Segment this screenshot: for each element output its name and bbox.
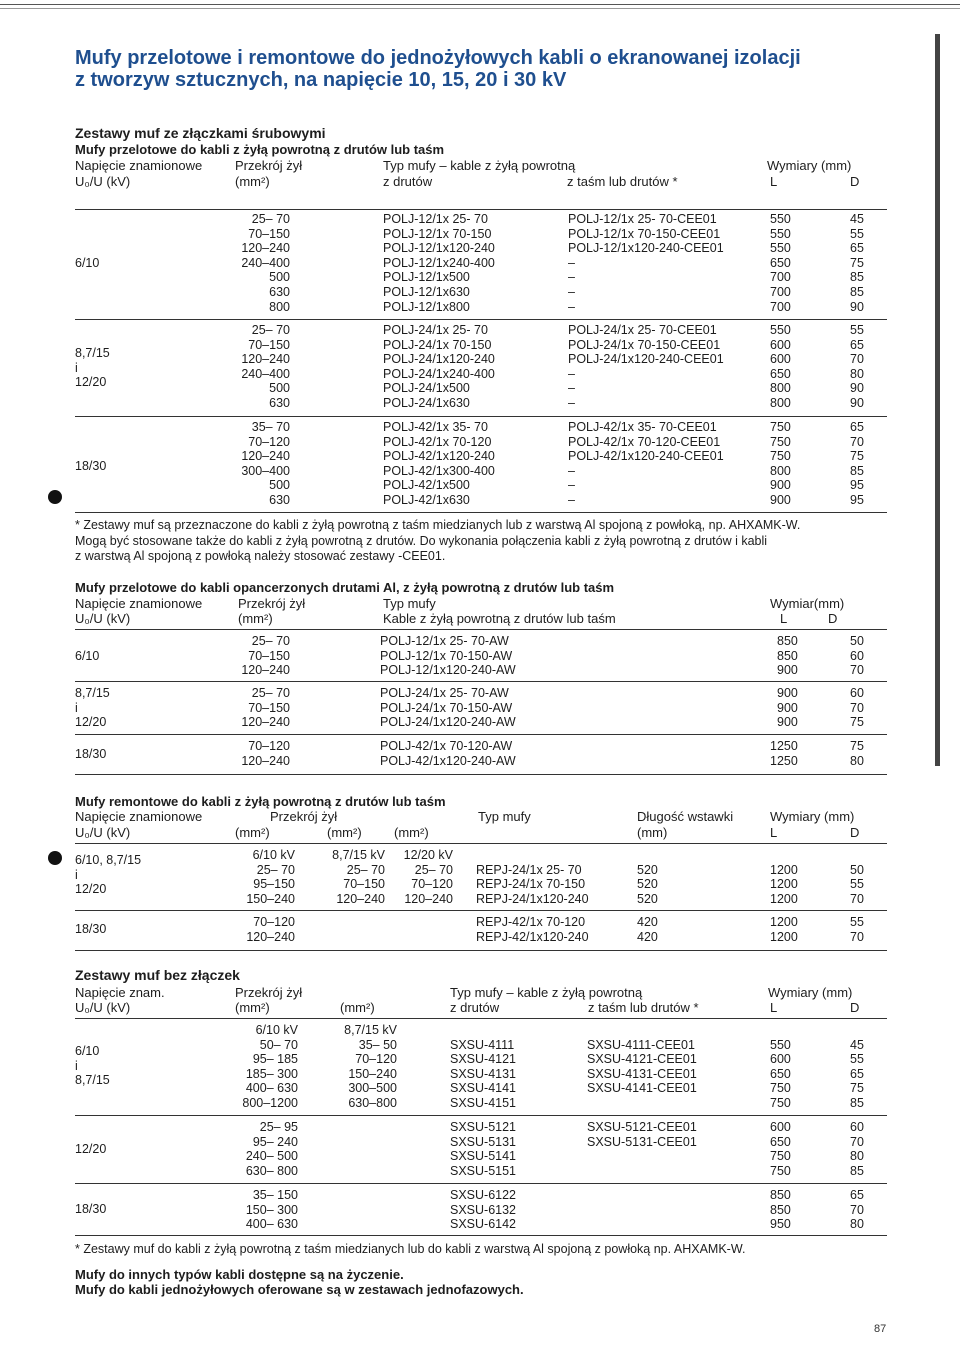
header-joint-type: Typ mufy – kable z żyłą powrotną (383, 158, 576, 173)
cross-section-col: 25– 70 70–150 120–240 (241, 686, 290, 730)
table-rule (75, 1235, 887, 1236)
voltage-cell: 8,7/15 i 12/20 (75, 346, 110, 390)
section-heading: Zestawy muf ze złączkami śrubowymi (75, 125, 326, 141)
cross-section-col: 8,7/15 kV 25– 70 70–150 120–240 (332, 848, 385, 906)
voltage-cell: 6/10, 8,7/15 i 12/20 (75, 853, 142, 897)
table-rule (75, 774, 887, 775)
header-wire: z drutów (450, 1000, 500, 1015)
header-tape: z taśm lub drutów * (588, 1000, 699, 1015)
tape-type-col: SXSU-4111-CEE01 SXSU-4121-CEE01 SXSU-4131-CEE01 SXSU-4141-CEE01 (587, 1037, 697, 1096)
header-voltage-unit: U₀/U (kV) (75, 825, 131, 840)
footnote: * Zestawy muf do kabli z żyłą powrotną z taśm miedzianych lub do kabli z warstwą Al spojoną z powłoką np. AHXAMK-W. (75, 1242, 746, 1256)
tape-type-col: POLJ-12/1x 25- 70-CEE01 POLJ-12/1x 70-150-CEE01 POLJ-12/1x120-240-CEE01 – – – – (568, 212, 724, 314)
header-cross-section-unit: (mm²) (235, 1000, 270, 1015)
diameter-col: 60 70 80 85 (850, 1120, 864, 1178)
voltage-cell: 18/30 (75, 459, 107, 473)
cross-section-col: 8,7/15 kV 35– 50 70–120 150–240 300–500 630–800 (344, 1023, 397, 1110)
joint-type-col: POLJ-24/1x 25- 70-AW POLJ-24/1x 70-150-AW POLJ-24/1x120-240-AW (380, 686, 516, 730)
header-dimensions: Wymiary (mm) (767, 158, 852, 173)
header-insert-length: Długość wstawki (637, 809, 734, 824)
page-title: Mufy przelotowe i remontowe do jednożyłowych kabli o ekranowanej izolacji z tworzyw sztucznych, na napięcie 10, 15, 20 i 30 kV (75, 47, 801, 91)
top-rule-thin (0, 8, 960, 9)
length-col: 850 850 950 (770, 1188, 791, 1232)
header-tape: z taśm lub drutów * (567, 174, 678, 189)
cross-section-col: 70–120 120–240 (241, 739, 290, 768)
side-bar-marker (935, 34, 940, 766)
header-cross-section-unit: (mm²) (340, 1000, 375, 1015)
voltage-cell: 18/30 (75, 922, 107, 936)
length-col: 550 600 600 650 800 800 (770, 323, 791, 410)
header-D: D (850, 1000, 860, 1015)
voltage-cell: 8,7/15 i 12/20 (75, 686, 110, 730)
header-cross-section-unit: (mm²) (235, 174, 270, 189)
table-rule (75, 1183, 887, 1184)
header-cross-section-unit: (mm²) (238, 611, 273, 626)
cross-section-col: 6/10 kV 50– 70 95– 185 185– 300 400– 630 800–1200 (242, 1023, 298, 1110)
table-rule (75, 512, 887, 513)
cross-section-col: 25– 70 70–150 120–240 (241, 634, 290, 678)
diameter-col: 55 70 (850, 915, 864, 944)
header-joint-type: Typ mufy (383, 596, 436, 611)
length-col: 900 900 900 (777, 686, 798, 730)
header-voltage: Napięcie znamionowe (75, 809, 203, 824)
header-voltage: Napięcie znam. (75, 985, 165, 1000)
table-rule (75, 843, 887, 844)
joint-type-col: REPJ-42/1x 70-120 REPJ-42/1x120-240 (476, 915, 589, 944)
header-dimensions: Wymiary (mm) (770, 809, 855, 824)
table-rule (75, 416, 887, 417)
table-rule (75, 1018, 887, 1019)
header-voltage-unit: U₀/U (kV) (75, 174, 131, 189)
tape-type-col: POLJ-42/1x 35- 70-CEE01 POLJ-42/1x 70-120-CEE01 POLJ-42/1x120-240-CEE01 – – – (568, 420, 724, 507)
cross-section-col: 70–120 120–240 (246, 915, 295, 944)
header-D: D (850, 825, 860, 840)
top-rule (0, 4, 960, 5)
diameter-col: 45 55 65 75 85 (850, 1037, 864, 1110)
joint-type-col: POLJ-12/1x 25- 70-AW POLJ-12/1x 70-150-AW POLJ-12/1x120-240-AW (380, 634, 516, 678)
tape-type-col: POLJ-24/1x 25- 70-CEE01 POLJ-24/1x 70-150-CEE01 POLJ-24/1x120-240-CEE01 – – – (568, 323, 724, 410)
diameter-col: 65 70 75 85 95 95 (850, 420, 864, 507)
length-col: 1200 1200 (770, 915, 798, 944)
tape-type-col: SXSU-5121-CEE01 SXSU-5131-CEE01 (587, 1120, 697, 1149)
header-L: L (770, 825, 778, 840)
voltage-cell: 18/30 (75, 747, 107, 761)
joint-type-col: SXSU-4111 SXSU-4121 SXSU-4131 SXSU-4141 SXSU-4151 (450, 1037, 517, 1110)
cross-section-col: 25– 95 95– 240 240– 500 630– 800 (245, 1120, 298, 1178)
header-cross-section: Przekrój żył (235, 158, 303, 173)
joint-type-col: POLJ-42/1x 70-120-AW POLJ-42/1x120-240-AW (380, 739, 516, 768)
length-col: 750 750 750 800 900 900 (770, 420, 791, 507)
cross-section-col: 25– 70 70–150 120–240 240–400 500 630 800 (241, 212, 290, 314)
header-D: D (828, 611, 838, 626)
page-number: 87 (874, 1323, 887, 1335)
table-rule (75, 1115, 887, 1116)
cross-section-col: 25– 70 70–150 120–240 240–400 500 630 (241, 323, 290, 410)
table-rule (75, 734, 887, 735)
diameter-col: 50 60 70 (850, 634, 864, 678)
cross-section-col: 35– 70 70–120 120–240 300–400 500 630 (241, 420, 290, 507)
section-heading: Zestawy muf bez złączek (75, 967, 240, 983)
length-col: 550 550 550 650 700 700 700 (770, 212, 791, 314)
voltage-cell: 6/10 (75, 256, 100, 270)
section-heading: Mufy przelotowe do kabli opancerzonych drutami Al, z żyłą powrotną z drutów lub taśm (75, 580, 615, 595)
header-L: L (780, 611, 788, 626)
header-cross-section: Przekrój żył (270, 809, 338, 824)
binder-hole (48, 851, 62, 865)
table-rule (75, 910, 887, 911)
insert-length-col: 420 420 (637, 915, 658, 944)
table-rule (75, 209, 887, 210)
length-col: 600 650 750 750 (770, 1120, 791, 1178)
voltage-cell: 12/20 (75, 1142, 107, 1156)
joint-type-col: SXSU-5121 SXSU-5131 SXSU-5141 SXSU-5151 (450, 1120, 517, 1178)
header-cross-section-unit: (mm²) (394, 825, 429, 840)
header-D: D (850, 174, 860, 189)
footer-note: Mufy do kabli jednożyłowych oferowane są w zestawach jednofazowych. (75, 1282, 524, 1297)
table-rule (75, 950, 887, 951)
cross-section-col: 6/10 kV 25– 70 95–150 150–240 (246, 848, 295, 906)
length-col: 1250 1250 (770, 739, 798, 768)
header-voltage-unit: U₀/U (kV) (75, 611, 131, 626)
diameter-col: 45 55 65 75 85 85 90 (850, 212, 864, 314)
length-col: 550 600 650 750 750 (770, 1037, 791, 1110)
section-heading: Mufy remontowe do kabli z żyłą powrotną z drutów lub taśm (75, 794, 446, 809)
header-voltage: Napięcie znamionowe (75, 596, 203, 611)
voltage-cell: 6/10 (75, 649, 100, 663)
header-cross-section-unit: (mm²) (327, 825, 362, 840)
header-cross-section: Przekrój żył (238, 596, 306, 611)
header-insert-length-unit: (mm) (637, 825, 668, 840)
joint-type-col: POLJ-12/1x 25- 70 POLJ-12/1x 70-150 POLJ-12/1x120-240 POLJ-12/1x240-400 POLJ-12/1x500 POLJ-12/1x630 POLJ-12/1x800 (383, 212, 495, 314)
diameter-col: 75 80 (850, 739, 864, 768)
header-voltage: Napięcie znamionowe (75, 158, 203, 173)
length-col: 1200 1200 1200 (770, 862, 798, 906)
table-rule (75, 319, 887, 320)
header-voltage-unit: U₀/U (kV) (75, 1000, 131, 1015)
diameter-col: 60 70 75 (850, 686, 864, 730)
voltage-cell: 6/10 i 8,7/15 (75, 1044, 110, 1088)
table-rule (75, 629, 887, 630)
header-cross-section-unit: (mm²) (235, 825, 270, 840)
footnote: * Zestawy muf są przeznaczone do kabli z żyłą powrotną z taśm miedzianych lub z warstwą Al spojoną z powłoką, np. AHXAMK-W. Mogą być stosowane także do kabli z żyłą powrotną z drutów. Do wykonania połączenia kabli z żyłą powrotną z drutów i kabli z warstwą Al spojoną z powłoką należy stosować zestawy -CEE01. (75, 518, 801, 563)
header-dimensions: Wymiary (mm) (768, 985, 853, 1000)
voltage-cell: 18/30 (75, 1202, 107, 1216)
joint-type-col: REPJ-24/1x 25- 70 REPJ-24/1x 70-150 REPJ-24/1x120-240 (476, 862, 589, 906)
header-joint-type: Typ mufy (478, 809, 531, 824)
diameter-col: 55 65 70 80 90 90 (850, 323, 864, 410)
cross-section-col: 35– 150 150– 300 400– 630 (245, 1188, 298, 1232)
table-rule (75, 681, 887, 682)
cross-section-col: 12/20 kV 25– 70 70–120 120–240 (403, 848, 453, 906)
header-L: L (770, 174, 778, 189)
header-dimensions: Wymiar(mm) (770, 596, 845, 611)
insert-length-col: 520 520 520 (637, 862, 658, 906)
joint-type-col: POLJ-42/1x 35- 70 POLJ-42/1x 70-120 POLJ-42/1x120-240 POLJ-42/1x300-400 POLJ-42/1x500 POLJ-42/1x630 (383, 420, 495, 507)
header-joint-type: Typ mufy – kable z żyłą powrotną (450, 985, 643, 1000)
footer-note: Mufy do innych typów kabli dostępne są na życzenie. (75, 1267, 404, 1282)
length-col: 850 850 900 (777, 634, 798, 678)
section-subheading: Mufy przelotowe do kabli z żyłą powrotną z drutów lub taśm (75, 142, 445, 157)
header-joint-type-desc: Kable z żyłą powrotną z drutów lub taśm (383, 611, 616, 626)
diameter-col: 65 70 80 (850, 1188, 864, 1232)
binder-hole (48, 490, 62, 504)
diameter-col: 50 55 70 (850, 862, 864, 906)
header-cross-section: Przekrój żył (235, 985, 303, 1000)
header-L: L (770, 1000, 778, 1015)
joint-type-col: SXSU-6122 SXSU-6132 SXSU-6142 (450, 1188, 517, 1232)
header-wire: z drutów (383, 174, 433, 189)
joint-type-col: POLJ-24/1x 25- 70 POLJ-24/1x 70-150 POLJ-24/1x120-240 POLJ-24/1x240-400 POLJ-24/1x500 POLJ-24/1x630 (383, 323, 495, 410)
